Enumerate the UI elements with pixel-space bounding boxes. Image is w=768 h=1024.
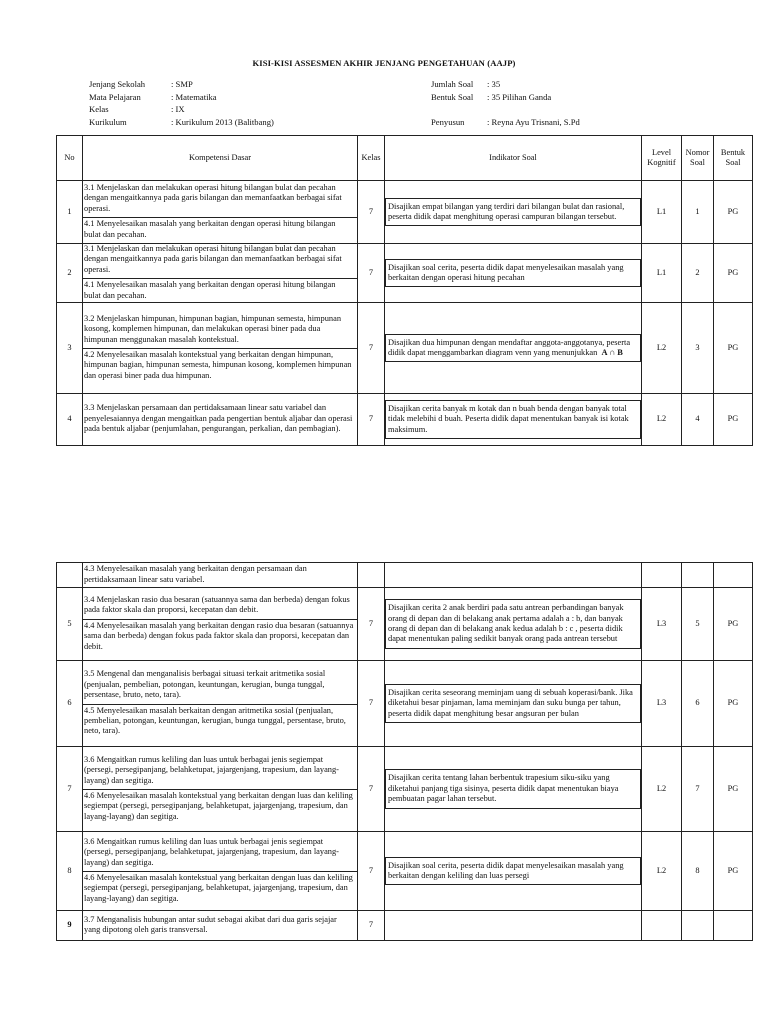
row-kelas bbox=[358, 563, 385, 588]
row-no: 5 bbox=[57, 588, 83, 661]
row-level: L2 bbox=[642, 747, 682, 832]
table-row-continuation bbox=[57, 563, 753, 588]
table-row bbox=[57, 832, 753, 911]
indikator-text: Disajikan soal cerita, peserta didik dapat menyelesaikan masalah yang berkaitan dengan operasi hitung pecahan bbox=[385, 259, 641, 288]
row-bentuk: PG bbox=[714, 832, 753, 911]
row-level: L3 bbox=[642, 661, 682, 747]
row-kelas: 7 bbox=[358, 911, 385, 941]
table-row bbox=[57, 303, 753, 394]
meta-right bbox=[431, 78, 580, 128]
row-indikator bbox=[385, 303, 642, 394]
row-level: L2 bbox=[642, 303, 682, 394]
header-no: No bbox=[57, 136, 83, 181]
row-kelas: 7 bbox=[358, 747, 385, 832]
row-kd bbox=[83, 244, 358, 303]
row-level bbox=[642, 911, 682, 941]
kd-item: 4.1 Menyelesaikan masalah yang berkaitan dengan operasi hitung bilangan bulat dan pecahan. bbox=[83, 278, 357, 302]
table-row bbox=[57, 747, 753, 832]
row-nomor bbox=[682, 911, 714, 941]
row-level: L1 bbox=[642, 244, 682, 303]
row-indikator bbox=[385, 394, 642, 446]
row-nomor: 3 bbox=[682, 303, 714, 394]
meta-row-penyusun: Penyusun : Reyna Ayu Trisnani, S.Pd bbox=[431, 116, 580, 127]
row-kd bbox=[83, 747, 358, 832]
row-nomor: 2 bbox=[682, 244, 714, 303]
row-kelas: 7 bbox=[358, 244, 385, 303]
indikator-text: Disajikan cerita 2 anak berdiri pada satu antrean perbandingan banyak orang di depan dan di belakang anak pertama adalah a : b, dan banyak orang di depan dan di belakang anak kedua adalah b : c , peserta didik dapat menentukan paling sedikit banyak orang pada antrean tersebut bbox=[385, 599, 641, 649]
table-row bbox=[57, 911, 753, 941]
row-level: L2 bbox=[642, 394, 682, 446]
row-kd bbox=[83, 563, 358, 588]
kd-item: 4.1 Menyelesaikan masalah yang berkaitan dengan operasi hitung bilangan bulat dan pecahan. bbox=[83, 217, 357, 241]
table-row bbox=[57, 661, 753, 747]
row-kd bbox=[83, 303, 358, 394]
kisi-table-page1 bbox=[56, 135, 753, 446]
kd-item: 3.4 Menjelaskan rasio dua besaran (satuannya sama dan berbeda) dengan fokus pada faktor skala dan proporsi, kecepatan dan debit. bbox=[84, 594, 350, 615]
header-indikator: Indikator Soal bbox=[385, 136, 642, 181]
kd-item: 4.6 Menyelesaikan masalah kontekstual yang berkaitan dengan luas dan keliling segiempat (persegi, persegipanjang, belahketupat, jajargenjang, trapesium, dan layang-layang) dan segitiga. bbox=[83, 789, 357, 823]
row-kelas: 7 bbox=[358, 181, 385, 244]
indikator-text bbox=[385, 334, 641, 363]
indikator-text: Disajikan cerita banyak m kotak dan n buah benda dengan banyak total tidak melebihi d buah. Peserta didik dapat menentukan banyak isi kotak maksimum. bbox=[385, 400, 641, 439]
row-bentuk: PG bbox=[714, 588, 753, 661]
indikator-text: Disajikan soal cerita, peserta didik dapat menyelesaikan masalah yang berkaitan dengan keliling dan luas persegi bbox=[385, 857, 641, 886]
row-level: L2 bbox=[642, 832, 682, 911]
table-row bbox=[57, 244, 753, 303]
kd-item: 3.1 Menjelaskan dan melakukan operasi hitung bilangan bulat dan pecahan dengan mengaitkannya pada garis bilangan dan memanfaatkan berbagai sifat operasi. bbox=[84, 244, 342, 274]
row-indikator bbox=[385, 244, 642, 303]
kd-item: 3.3 Menjelaskan persamaan dan pertidaksamaan linear satu variabel dan penyelesaiannya dengan mengaitkan pada pengertian bentuk aljabar dan operasi pada bentuk aljabar (penjumlahan, pengurangan, perkalian, dan pembagian). bbox=[84, 403, 353, 434]
header-nomor: Nomor Soal bbox=[682, 136, 714, 181]
header-level: Level Kognitif bbox=[642, 136, 682, 181]
kd-item: 4.6 Menyelesaikan masalah kontekstual yang berkaitan dengan luas dan keliling segiempat (persegi, persegipanjang, belahketupat, jajargenjang, trapesium, dan layang-layang) dan segitiga. bbox=[83, 871, 357, 905]
set-intersection-expression: A ∩ B bbox=[601, 348, 623, 358]
table-row bbox=[57, 394, 753, 446]
kd-item: 4.2 Menyelesaikan masalah kontekstual yang berkaitan dengan himpunan, himpunan bagian, himpunan semesta, himpunan kosong, komplemen himpunan dan operasi biner pada dua himpunan. bbox=[83, 348, 357, 382]
row-no: 8 bbox=[57, 832, 83, 911]
row-kelas: 7 bbox=[358, 588, 385, 661]
row-bentuk: PG bbox=[714, 394, 753, 446]
row-kd bbox=[83, 911, 358, 941]
row-no: 7 bbox=[57, 747, 83, 832]
meta-row-mapel: Mata Pelajaran : Matematika bbox=[89, 91, 217, 102]
kd-item: 3.5 Mengenal dan menganalisis berbagai situasi terkait aritmetika sosial (penjualan, pembelian, potongan, keuntungan, kerugian, bunga tunggal, persentase, bruto, neto, tara). bbox=[84, 669, 326, 700]
row-kelas: 7 bbox=[358, 832, 385, 911]
row-no: 1 bbox=[57, 181, 83, 244]
row-bentuk: PG bbox=[714, 181, 753, 244]
row-no: 9 bbox=[57, 911, 83, 941]
row-no: 3 bbox=[57, 303, 83, 394]
row-indikator bbox=[385, 588, 642, 661]
kd-item: 4.3 Menyelesaikan masalah yang berkaitan dengan persamaan dan pertidaksamaan linear satu variabel. bbox=[84, 564, 307, 584]
row-bentuk: PG bbox=[714, 244, 753, 303]
header-bentuk: Bentuk Soal bbox=[714, 136, 753, 181]
row-level bbox=[642, 563, 682, 588]
row-indikator bbox=[385, 181, 642, 244]
row-kd bbox=[83, 588, 358, 661]
row-no: 4 bbox=[57, 394, 83, 446]
row-kd bbox=[83, 394, 358, 446]
row-level: L3 bbox=[642, 588, 682, 661]
row-indikator bbox=[385, 563, 642, 588]
row-nomor: 5 bbox=[682, 588, 714, 661]
row-no: 6 bbox=[57, 661, 83, 747]
row-kelas: 7 bbox=[358, 661, 385, 747]
row-nomor bbox=[682, 563, 714, 588]
row-bentuk bbox=[714, 911, 753, 941]
row-kelas: 7 bbox=[358, 303, 385, 394]
indikator-text-body: Disajikan dua himpunan dengan mendaftar anggota-anggotanya, peserta didik dapat menggambarkan diagram venn yang menunjukkan bbox=[388, 337, 631, 358]
header-kelas: Kelas bbox=[358, 136, 385, 181]
row-indikator bbox=[385, 747, 642, 832]
row-kd bbox=[83, 661, 358, 747]
kd-item: 3.6 Mengaitkan rumus keliling dan luas untuk berbagai jenis segiempat (persegi, persegipanjang, belahketupat, jajargenjang, trapesium, dan layang-layang) dan segitiga. bbox=[84, 754, 339, 785]
meta-row-jumlah: Jumlah Soal : 35 bbox=[431, 79, 501, 89]
meta-row-kelas: Kelas : IX bbox=[89, 104, 185, 114]
indikator-text: Disajikan cerita tentang lahan berbentuk trapesium siku-siku yang diketahui panjang tiga sisinya, peserta didik dapat menentukan biaya pembuatan pagar lahan tersebut. bbox=[385, 769, 641, 808]
row-bentuk: PG bbox=[714, 661, 753, 747]
row-bentuk bbox=[714, 563, 753, 588]
row-nomor: 4 bbox=[682, 394, 714, 446]
row-indikator bbox=[385, 911, 642, 941]
row-bentuk: PG bbox=[714, 303, 753, 394]
row-nomor: 7 bbox=[682, 747, 714, 832]
document-title: KISI-KISI ASSESMEN AKHIR JENJANG PENGETAHUAN (AAJP) bbox=[252, 58, 516, 68]
row-indikator bbox=[385, 832, 642, 911]
kd-item: 4.5 Menyelesaikan masalah berkaitan dengan aritmetika sosial (penjualan, pembelian, potongan, keuntungan, kerugian, bunga tunggal, persentase, bruto, neto, tara). bbox=[83, 704, 357, 738]
meta-row-jenjang: Jenjang Sekolah : SMP bbox=[89, 79, 193, 89]
row-no bbox=[57, 563, 83, 588]
row-nomor: 1 bbox=[682, 181, 714, 244]
row-kd bbox=[83, 832, 358, 911]
row-indikator bbox=[385, 661, 642, 747]
indikator-text: Disajikan empat bilangan yang terdiri dari bilangan bulat dan rasional, peserta didik dapat menghitung operasi campuran bilangan tersebut. bbox=[385, 198, 641, 227]
table-header-row bbox=[57, 136, 753, 181]
kd-item: 3.7 Menganalisis hubungan antar sudut sebagai akibat dari dua garis sejajar yang dipotong oleh garis transversal. bbox=[84, 914, 337, 934]
row-kelas: 7 bbox=[358, 394, 385, 446]
meta-row-bentuk: Bentuk Soal : 35 Pilihan Ganda bbox=[431, 91, 552, 102]
row-kd bbox=[83, 181, 358, 244]
kd-item: 3.2 Menjelaskan himpunan, himpunan bagian, himpunan semesta, himpunan kosong, komplemen himpunan, dan melakukan operasi biner pada dua himpunan menggunakan masalah kontekstual. bbox=[84, 313, 342, 344]
kd-item: 4.4 Menyelesaikan masalah yang berkaitan dengan rasio dua besaran (satuannya sama dan berbeda) dengan fokus pada faktor skala dan proporsi, kecepatan dan debit. bbox=[83, 619, 357, 653]
row-no: 2 bbox=[57, 244, 83, 303]
row-bentuk: PG bbox=[714, 747, 753, 832]
table-row bbox=[57, 181, 753, 244]
table-row bbox=[57, 588, 753, 661]
meta-row-kurikulum: Kurikulum : Kurikulum 2013 (Balitbang) bbox=[89, 116, 274, 127]
indikator-text: Disajikan cerita seseorang meminjam uang di sebuah koperasi/bank. Jika diketahui besar pinjaman, lama meminjam dan suku bunga per tahun, peserta didik dapat menghitung besar angsuran per bulan bbox=[385, 684, 641, 723]
kisi-table-page2 bbox=[56, 562, 753, 941]
row-nomor: 8 bbox=[682, 832, 714, 911]
kd-item: 3.1 Menjelaskan dan melakukan operasi hitung bilangan bulat dan pecahan dengan mengaitkannya pada garis bilangan dan memanfaatkan berbagai sifat operasi. bbox=[84, 182, 342, 213]
meta-left bbox=[89, 78, 274, 128]
kd-item: 3.6 Mengaitkan rumus keliling dan luas untuk berbagai jenis segiempat (persegi, persegipanjang, belahketupat, jajargenjang, trapesium, dan layang-layang) dan segitiga. bbox=[84, 836, 339, 867]
row-level: L1 bbox=[642, 181, 682, 244]
row-nomor: 6 bbox=[682, 661, 714, 747]
header-kompetensi-dasar: Kompetensi Dasar bbox=[83, 136, 358, 181]
